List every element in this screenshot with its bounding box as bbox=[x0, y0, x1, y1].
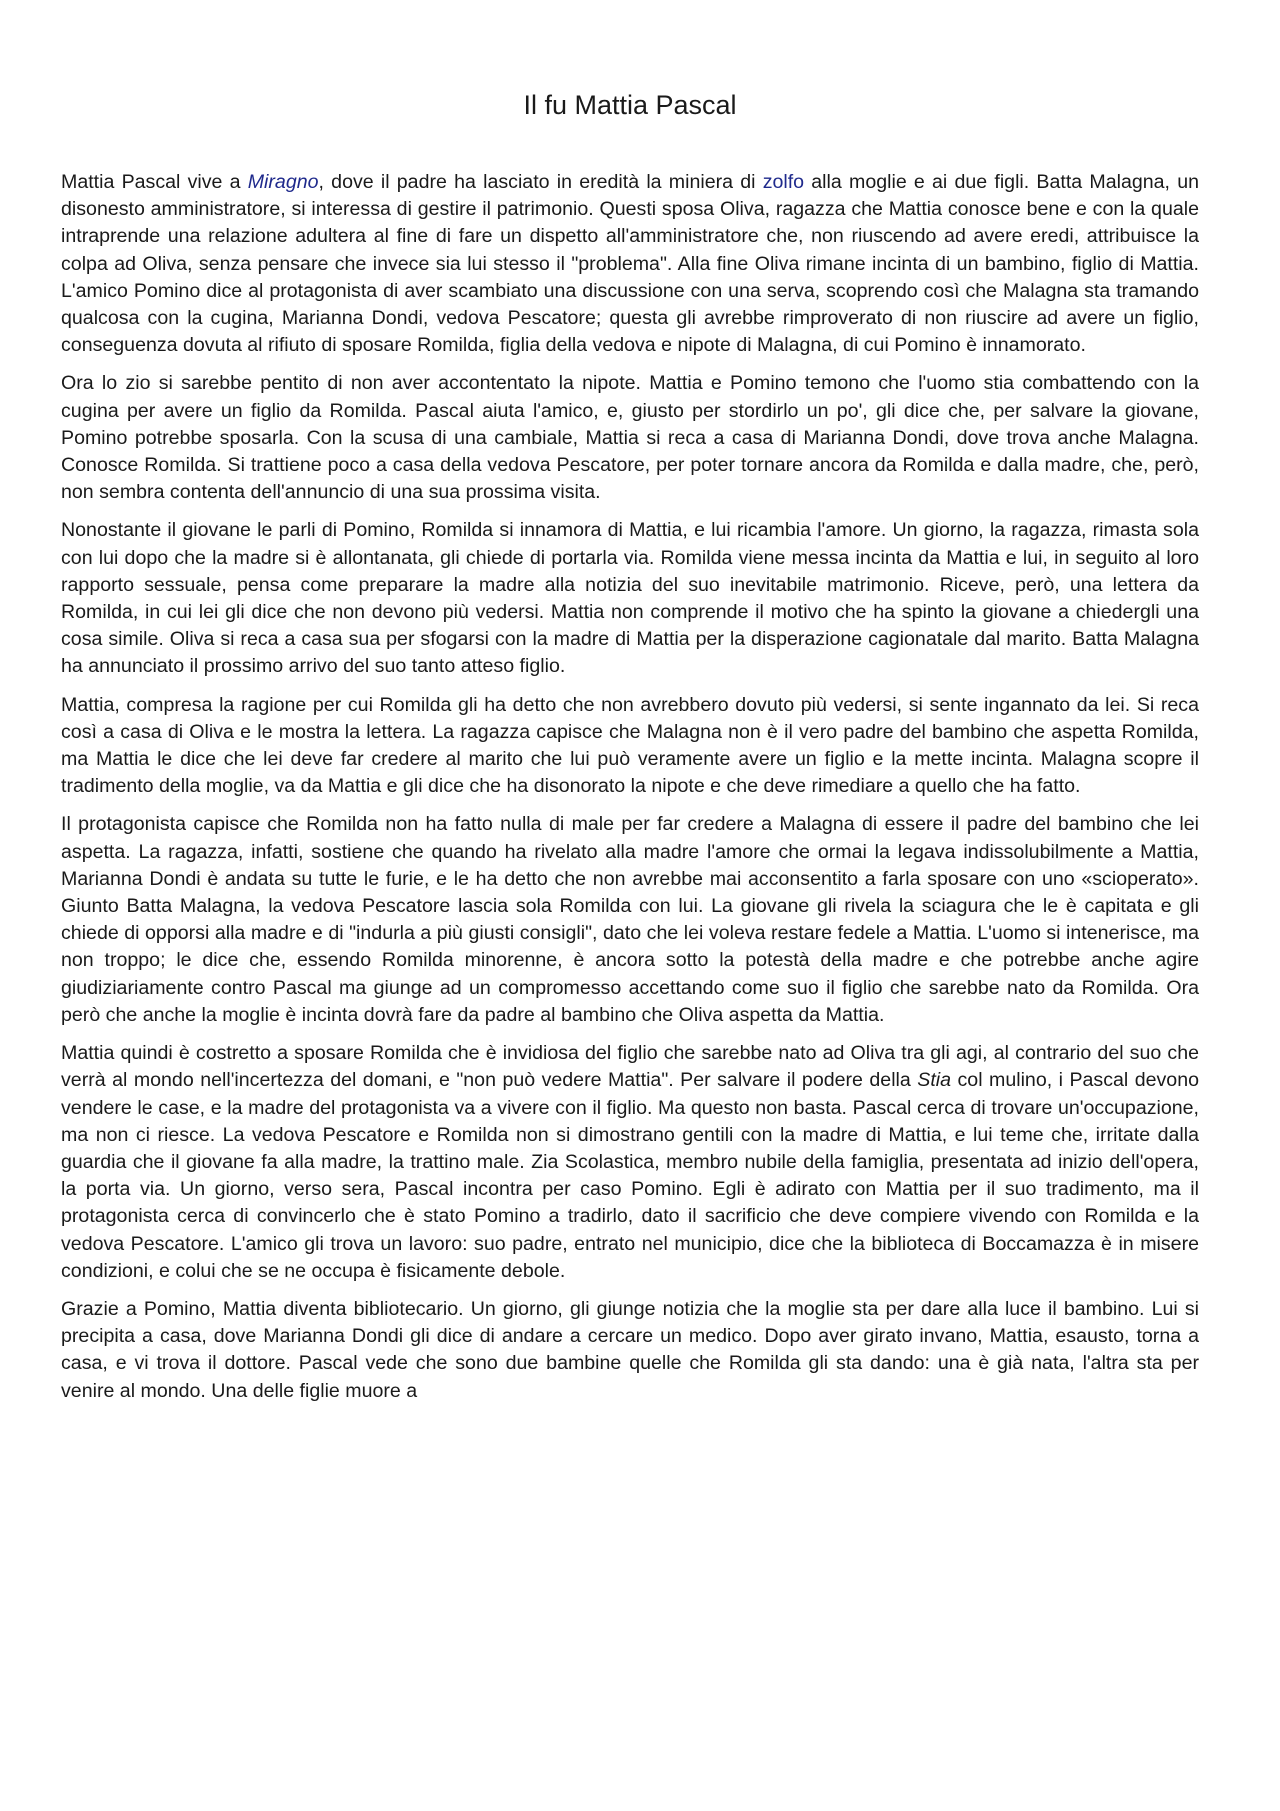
paragraph-6 bbox=[61, 1040, 1199, 1285]
paragraph-1-text-c: alla moglie e ai due figli. Batta Malagna, un disonesto amministratore, si interessa di gestire il patrimonio. Questi sposa Oliva, ragazza che Mattia conosce bene e con la quale intraprende una relazione adultera al fine di fare un dispetto all'amministratore che, non riuscendo ad avere eredi, attribuisce la colpa ad Oliva, senza pensare che invece sia lui stesso il "problema". Alla fine Oliva rimane incinta di un bambino, figlio di Mattia. L'amico Pomino dice al protagonista di aver scambiato una discussione con una serva, scoprendo così che Malagna sta tramando qualcosa con la cugina, Marianna Dondi, vedova Pescatore; questa gli avrebbe rimproverato di non riuscire ad avere un figlio, conseguenza dovuta al rifiuto di sposare Romilda, figlia della vedova e nipote di Malagna, di cui Pomino è innamorato. bbox=[61, 171, 1199, 357]
link-zolfo[interactable]: zolfo bbox=[762, 171, 805, 193]
paragraph-1 bbox=[61, 169, 1199, 359]
paragraph-6-text-a: Mattia quindi è costretto a sposare Romilda che è invidiosa del figlio che sarebbe nato ad Oliva tra gli agi, al contrario del suo che verrà al mondo nell'incertezza del domani, e "non può vedere Mattia". Per salvare il podere della bbox=[61, 1042, 1199, 1092]
paragraph-6-text-b: col mulino, i Pascal devono vendere le case, e la madre del protagonista va a vivere con il figlio. Ma questo non basta. Pascal cerca di trovare un'occupazione, ma non ci riesce. La vedova Pescatore e Romilda non si dimostrano gentili con la madre di Mattia, e lui teme che, irritate dalla guardia che il giovane fa alla madre, la trattino male. Zia Scolastica, membro nubile della famiglia, presentata ad inizio dell'opera, la porta via. Un giorno, verso sera, Pascal incontra per caso Pomino. Egli è adirato con Mattia per il suo tradimento, ma il protagonista cerca di convincerlo che è stato Pomino a tradirlo, dato il sacrificio che deve compiere vivendo con Romilda e la vedova Pescatore. L'amico gli trova un lavoro: suo padre, entrato nel municipio, dice che la biblioteca di Boccamazza è in misere condizioni, e colui che se ne occupa è fisicamente debole. bbox=[61, 1069, 1199, 1282]
paragraph-5: Il protagonista capisce che Romilda non ha fatto nulla di male per far credere a Malagna di essere il padre del bambino che lei aspetta. La ragazza, infatti, sostiene che quando ha rivelato alla madre l'amore che ormai la legava indissolubilmente a Mattia, Marianna Dondi è andata su tutte le furie, e le ha detto che non avrebbe mai acconsentito a farla sposare con uno «scioperato». Giunto Batta Malagna, la vedova Pescatore lascia sola Romilda con lui. La giovane gli rivela la sciagura che le è capitata e gli chiede di opporsi alla madre e di "indurla a più giusti consigli", dato che lei voleva restare fedele a Mattia. L'uomo si intenerisce, ma non troppo; le dice che, essendo Romilda minorenne, è ancora sotto la potestà della madre e che potrebbe anche agire giudiziariamente contro Pascal ma giunge ad un compromesso accettando come suo il figlio che sarebbe nato da Romilda. Ora però che anche la moglie è incinta dovrà fare da padre al bambino che Oliva aspetta da Mattia. bbox=[61, 813, 1199, 1026]
document-body bbox=[61, 169, 1199, 1405]
paragraph-2: Ora lo zio si sarebbe pentito di non aver accontentato la nipote. Mattia e Pomino temono che l'uomo stia combattendo con la cugina per avere un figlio da Romilda. Pascal aiuta l'amico, e, giusto per stordirlo un po', gli dice che, per salvare la giovane, Pomino potrebbe sposarla. Con la scusa di una cambiale, Mattia si reca a casa di Marianna Dondi, dove trova anche Malagna. Conosce Romilda. Si trattiene poco a casa della vedova Pescatore, per poter tornare ancora da Romilda e dalla madre, che, però, non sembra contenta dell'annuncio di una sua prossima visita. bbox=[61, 372, 1199, 504]
paragraph-3: Nonostante il giovane le parli di Pomino, Romilda si innamora di Mattia, e lui ricambia l'amore. Un giorno, la ragazza, rimasta sola con lui dopo che la madre si è allontanata, gli chiede di portarla via. Romilda viene messa incinta da Mattia e lui, in seguito al loro rapporto sessuale, pensa come preparare la madre alla notizia del suo inevitabile matrimonio. Riceve, però, una lettera da Romilda, in cui lei gli dice che non devono più vedersi. Mattia non comprende il motivo che ha spinto la giovane a chiedergli una cosa simile. Oliva si reca a casa sua per sfogarsi con la madre di Mattia per la disperazione cagionatale dal marito. Batta Malagna ha annunciato il prossimo arrivo del suo tanto atteso figlio. bbox=[61, 519, 1199, 678]
paragraph-4: Mattia, compresa la ragione per cui Romilda gli ha detto che non avrebbero dovuto più vedersi, si sente ingannato da lei. Si reca così a casa di Oliva e le mostra la lettera. La ragazza capisce che Malagna non è il vero padre del bambino che aspetta Romilda, ma Mattia le dice che lei deve far credere al marito che lui può veramente avere un figlio e la mette incinta. Malagna scopre il tradimento della moglie, va da Mattia e gli dice che ha disonorato la nipote e che deve rimediare a quello che ha fatto. bbox=[61, 693, 1199, 798]
paragraph-1-text-a: Mattia Pascal vive a bbox=[61, 171, 248, 193]
link-miragno[interactable]: Miragno bbox=[247, 171, 319, 193]
paragraph-7: Grazie a Pomino, Mattia diventa bibliotecario. Un giorno, gli giunge notizia che la moglie sta per dare alla luce il bambino. Lui si precipita a casa, dove Marianna Dondi gli dice di andare a cercare un medico. Dopo aver girato invano, Mattia, esausto, torna a casa, e vi trova il dottore. Pascal vede che sono due bambine quelle che Romilda gli sta dando: una è già nata, l'altra sta per venire al mondo. Una delle figlie muore a bbox=[61, 1297, 1199, 1402]
page-title: Il fu Mattia Pascal bbox=[523, 90, 737, 120]
paragraph-1-text-b: , dove il padre ha lasciato in eredità la miniera di bbox=[318, 171, 763, 193]
document-page bbox=[61, 0, 1199, 1416]
paragraph-6-emphasis: Stia bbox=[917, 1069, 952, 1092]
